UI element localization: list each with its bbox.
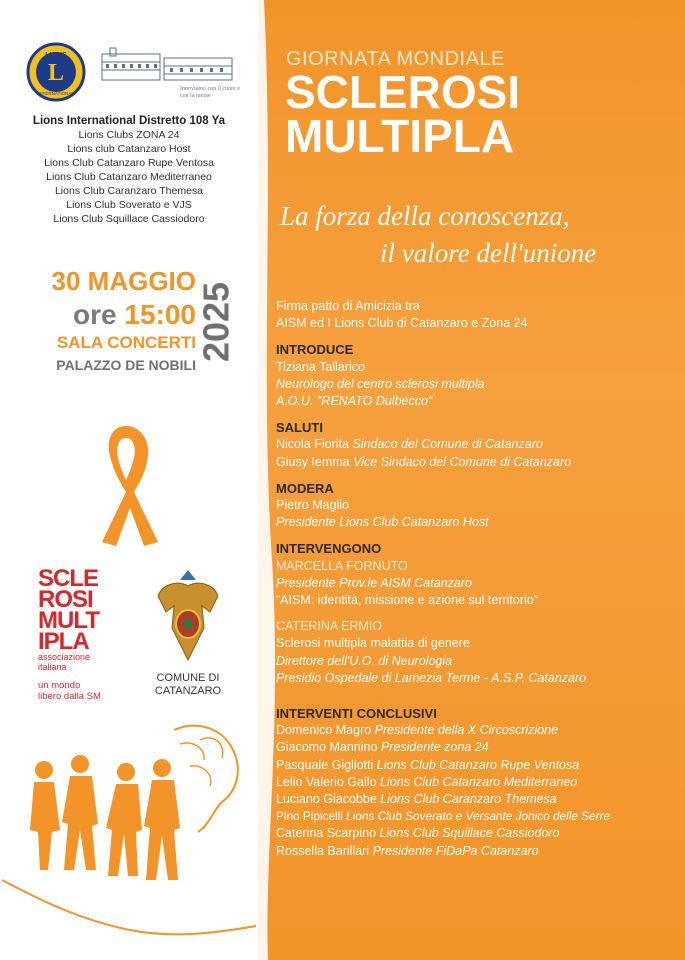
speaker-name: CATERINA ERMIO [276, 619, 383, 634]
speaker-role: Presidio Ospedale di Lamezia Terme - A.S.P. Catanzaro [276, 670, 587, 685]
speaker-role: Lions Club Catanzaro Rupe Ventosa [376, 757, 580, 772]
event-title-line2: MULTIPLA [285, 110, 515, 162]
event-palace: PALAZZO DE NOBILI [56, 357, 196, 373]
program [276, 298, 676, 860]
aism-logo-line: SCLE [38, 565, 99, 592]
speaker-name: Pasquale Gigliotti [276, 757, 374, 772]
aism-logo-sub: associazione [38, 652, 91, 662]
speaker-role: Presidente della X Circoscrizione [374, 723, 559, 738]
aism-tag-line1: un mondo [38, 680, 81, 691]
talk-title: Sclerosi multipla malattia di genere [276, 636, 470, 651]
conclusivi-entry [276, 791, 676, 808]
speaker-role: Direttore dell'U.O. di Neurologia [276, 653, 453, 668]
clubs-list [0, 114, 258, 226]
awareness-ribbon-icon [90, 420, 162, 550]
aism-logo [38, 565, 138, 702]
event-date-block [20, 265, 196, 375]
lions-logo-text: LIONS [45, 52, 67, 59]
club-line: Lions Club Squillace Cassiodoro [53, 213, 205, 225]
catanzaro-crest-icon [152, 566, 224, 666]
palazzo-logo [100, 44, 235, 84]
aism-logo-line: ROSI [38, 586, 93, 613]
comune-line: COMUNE DI [156, 672, 220, 684]
speaker-role: Lions Club Squillace Cassiodoro [379, 826, 560, 841]
speaker-name: Tiziana Tallarico [276, 359, 365, 374]
conclusivi-entry [276, 722, 676, 739]
club-line: Lions Club Catanzaro Rupe Ventosa [44, 157, 214, 169]
aism-logo-line: MULT [38, 607, 99, 634]
intro-line: AISM ed I Lions Club di Catanzaro e Zona 24 [276, 316, 528, 331]
event-tagline [280, 198, 650, 272]
speaker-name: Giusy Iemma [276, 454, 350, 469]
speaker-name: Pietro Maglio [276, 498, 349, 513]
tagline-line2: il valore dell'unione [380, 238, 597, 268]
speaker-role: Presidente Prov.le AISM Catanzaro [276, 575, 472, 590]
saluti-entry [276, 454, 676, 471]
club-line: Lions Club Caranzaro Themesa [54, 185, 204, 197]
speaker-role: Presidente Lions Club Catanzaro Host [276, 515, 489, 530]
section-title-introduce: INTRODUCE [276, 342, 354, 358]
event-subtitle: GIORNATA MONDIALE [286, 48, 505, 70]
speaker-name: Luciano Giacobbe [276, 792, 377, 807]
club-line: Lions Clubs ZONA 24 [78, 129, 180, 141]
event-time [20, 298, 196, 331]
speaker-name: Lelio Valerio Gallo [276, 774, 377, 789]
conclusivi-entry [276, 774, 676, 791]
aism-tag-rest: dalla SM [63, 691, 101, 702]
time-prefix: ore [73, 299, 117, 330]
talk-title: “AISM: identità, missione e azione sul territorio” [276, 593, 538, 608]
intro-line: Firma patto di Amicizia tra [276, 299, 420, 313]
event-title-line1: SCLEROSI [285, 66, 521, 118]
event-venue: SALA CONCERTI [56, 333, 196, 352]
event-year [196, 266, 236, 378]
speaker-name: Giacomo Mannino [276, 740, 378, 755]
conclusivi-entry [276, 808, 676, 825]
speaker-name: Nicola Fiorita [276, 437, 349, 452]
speaker-name: Rossella Barillari [276, 843, 370, 858]
speaker-name: Caterina Scarpino [276, 826, 377, 841]
section-title-conclusivi: INTERVENTI CONCLUSIVI [276, 706, 437, 722]
speaker-role: Presidente zona 24 [380, 740, 489, 755]
speaker-name: MARCELLA FORNUTO [276, 558, 408, 573]
speaker-role: A.O.U. "RENATO Dulbecco" [276, 394, 433, 409]
palazzo-tagline: Innoviamo con il cuore e con la mente [180, 86, 240, 99]
speaker-name: Domenico Magro [276, 723, 372, 738]
speaker-role: Vice Sindaco del Comune di Catanzaro [353, 454, 572, 469]
speaker-role: Lions Club Soverato e Versante Jonico delle Serre [346, 809, 611, 824]
saluti-entry [276, 436, 676, 453]
speaker-role: Presidente FiDaPa Catanzaro [372, 843, 539, 858]
svg-text:L: L [47, 60, 65, 86]
speaker-role: Neurologo del centro sclerosi multipla [276, 376, 485, 391]
aism-tag-bold: libero [38, 691, 62, 702]
conclusivi-entry [276, 843, 676, 860]
event-title [285, 66, 521, 162]
speaker-role: Lions Club Catanzaro Mediterraneo [380, 774, 578, 789]
speaker-role: Lions Club Caranzaro Themesa [380, 792, 557, 807]
club-line: Lions Club Catanzaro Mediterraneo [46, 171, 212, 183]
speaker-name: Pino Pipicelli [276, 809, 343, 824]
club-line: Lions club Catanzaro Host [67, 143, 191, 155]
section-title-modera: MODERA [276, 480, 334, 496]
conclusivi-entry [276, 825, 676, 842]
speaker-role: Sindaco del Comune di Catanzaro [352, 437, 543, 452]
club-line: Lions International Distretto 108 Ya [32, 115, 226, 127]
event-date: 30 MAGGIO [51, 266, 196, 296]
club-line: Lions Club Soverato e VJS [66, 199, 192, 211]
conclusivi-entry [276, 739, 676, 756]
event-year-text: 2025 [196, 281, 236, 363]
time-value: 15:00 [124, 299, 196, 330]
aism-tagline [38, 680, 138, 702]
people-walking-illustration [0, 720, 258, 960]
lions-logo-subtext: INTERNATIONAL [38, 91, 74, 96]
conclusivi-entry [276, 757, 676, 774]
lions-logo [24, 42, 88, 102]
comune-label [140, 672, 236, 698]
aism-logo-sub: italiana [38, 662, 67, 672]
section-title-intervengono: INTERVENGONO [276, 541, 382, 557]
aism-logo-line: IPLA [38, 628, 89, 655]
comune-line: CATANZARO [154, 685, 222, 697]
section-title-saluti: SALUTI [276, 420, 323, 436]
tagline-line1: La forza della conoscenza, [280, 201, 570, 231]
